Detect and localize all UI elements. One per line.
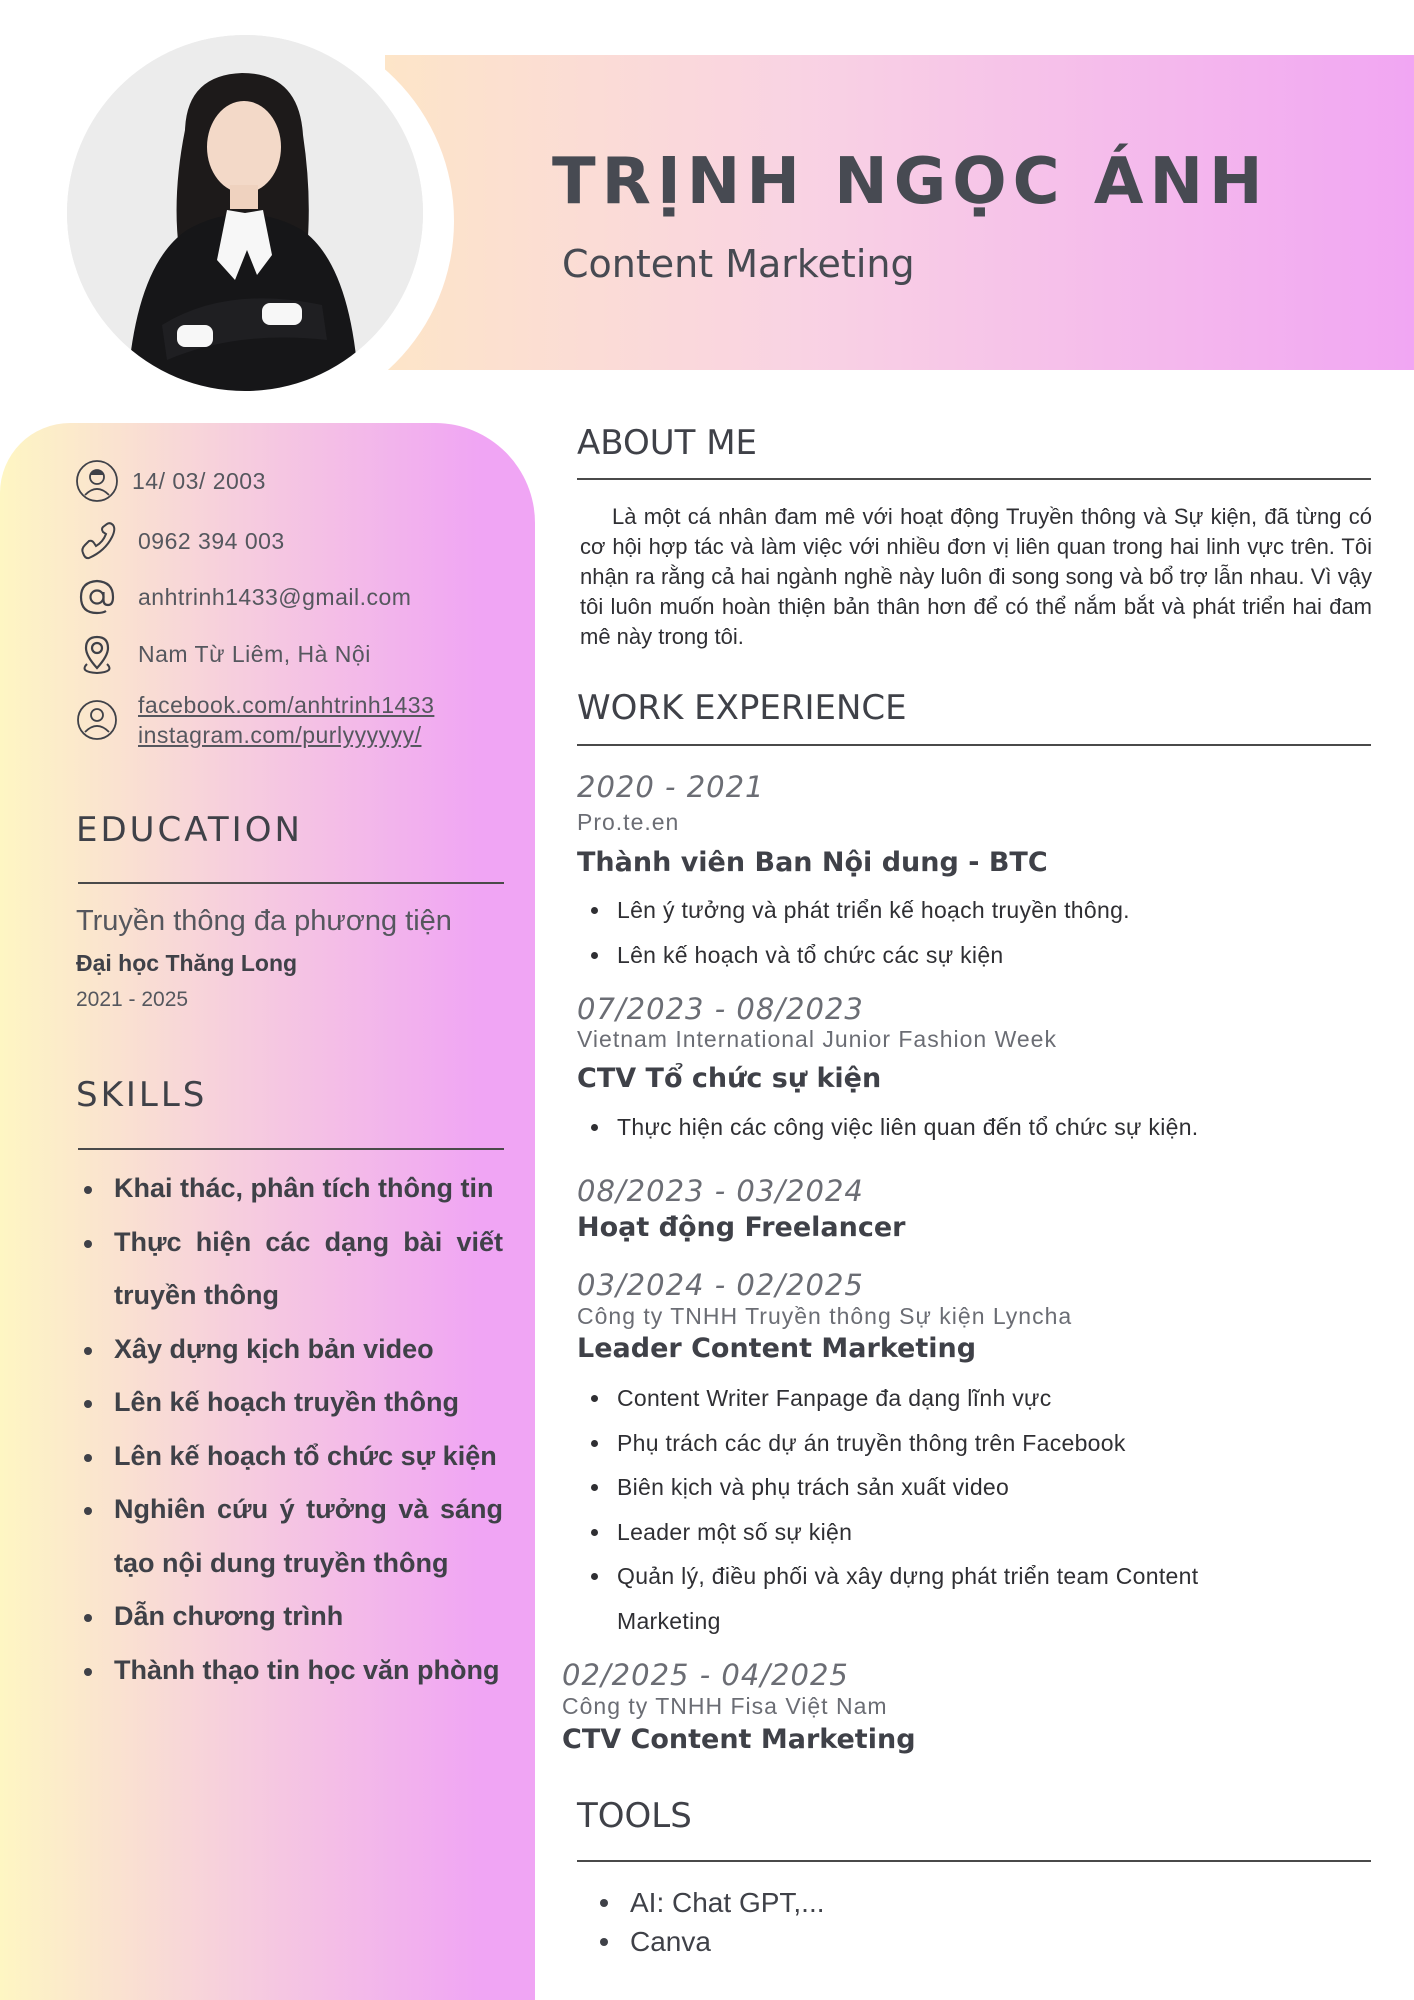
- job-period: 2020 - 2021: [577, 770, 765, 804]
- job-bullet: Content Writer Fanpage đa dạng lĩnh vực: [577, 1376, 1198, 1421]
- tools-list: [598, 1883, 825, 1961]
- location-pin-icon: [74, 631, 120, 677]
- about-heading: ABOUT ME: [577, 423, 758, 463]
- email-text: anhtrinh1433@gmail.com: [138, 583, 412, 610]
- experience-divider: [577, 744, 1371, 746]
- tools-heading: TOOLS: [577, 1796, 692, 1836]
- candidate-role: Content Marketing: [562, 242, 915, 286]
- job-org: Pro.te.en: [577, 809, 680, 835]
- job-period: 02/2025 - 04/2025: [562, 1658, 849, 1692]
- job-bullet: Phụ trách các dự án truyền thông trên Facebook: [577, 1421, 1198, 1466]
- job-bullet: Biên kịch và phụ trách sản xuất video: [577, 1465, 1198, 1510]
- at-sign-icon: [74, 574, 120, 620]
- job-bullet: Lên kế hoạch và tổ chức các sự kiện: [577, 933, 1130, 978]
- job-position: Thành viên Ban Nội dung - BTC: [577, 847, 1048, 878]
- education-divider: [78, 882, 504, 884]
- education-heading: EDUCATION: [76, 810, 303, 850]
- job-org: Công ty TNHH Truyền thông Sự kiện Lyncha: [577, 1303, 1073, 1329]
- job-position: CTV Content Marketing: [562, 1724, 916, 1755]
- skill-item: Thực hiện các dạng bài viết truyền thông: [78, 1216, 503, 1323]
- contact-social: [74, 690, 434, 750]
- job-bullets: [577, 888, 1130, 977]
- tool-item: Canva: [598, 1922, 825, 1961]
- skills-divider: [78, 1148, 504, 1150]
- job-org: Công ty TNHH Fisa Việt Nam: [562, 1693, 888, 1719]
- skill-item: Nghiên cứu ý tưởng và sáng tạo nội dung truyền thông: [78, 1483, 503, 1590]
- skill-item: Khai thác, phân tích thông tin: [78, 1162, 503, 1216]
- skill-item: Dẫn chương trình: [78, 1590, 503, 1644]
- job-bullets: [577, 1376, 1198, 1643]
- job-period: 03/2024 - 02/2025: [577, 1268, 864, 1302]
- education-years: 2021 - 2025: [76, 988, 189, 1011]
- phone-icon: [74, 518, 120, 564]
- contact-phone: [74, 518, 285, 564]
- profile-photo: [67, 35, 423, 391]
- job-org: Vietnam International Junior Fashion Week: [577, 1026, 1057, 1052]
- job-position: CTV Tổ chức sự kiện: [577, 1063, 882, 1094]
- birthday-text: 14/ 03/ 2003: [132, 467, 266, 494]
- experience-heading: WORK EXPERIENCE: [577, 688, 907, 728]
- about-divider: [577, 478, 1371, 480]
- facebook-link[interactable]: facebook.com/anhtrinh1433: [138, 692, 435, 718]
- contact-birthday: [74, 458, 266, 504]
- skill-item: Thành thạo tin học văn phòng: [78, 1644, 503, 1698]
- skills-heading: SKILLS: [76, 1075, 208, 1115]
- education-school: Đại học Thăng Long: [76, 950, 298, 976]
- phone-text: 0962 394 003: [138, 527, 285, 554]
- job-bullet: Quản lý, điều phối và xây dựng phát triển team Content: [577, 1554, 1198, 1599]
- job-position: Leader Content Marketing: [577, 1333, 977, 1364]
- about-text: Là một cá nhân đam mê với hoạt động Truyền thông và Sự kiện, đã từng có cơ hội hợp tác và làm việc với nhiều đơn vị liên quan trong hai linh vực trên. Tôi nhận ra rằng cả hai ngành nghề này luôn đi song song và bổ trợ lẫn nhau. Vì vậy tôi luôn muốn hoàn thiện bản thân hơn để có thể nắm bắt và phát triển hai đam mê này trong tôi.: [580, 504, 1372, 649]
- skill-item: Xây dựng kịch bản video: [78, 1323, 503, 1377]
- contact-email: [74, 574, 411, 620]
- skill-item: Lên kế hoạch truyền thông: [78, 1376, 503, 1430]
- skill-item: Lên kế hoạch tổ chức sự kiện: [78, 1430, 503, 1484]
- person-avatar-icon: [74, 458, 120, 504]
- tools-divider: [577, 1860, 1371, 1862]
- user-circle-icon: [74, 697, 120, 743]
- job-period: 07/2023 - 08/2023: [577, 992, 864, 1026]
- candidate-name: TRỊNH NGỌC ÁNH: [552, 145, 1269, 219]
- tool-item: AI: Chat GPT,...: [598, 1883, 825, 1922]
- job-position: Hoạt động Freelancer: [577, 1212, 906, 1243]
- skills-list: [78, 1162, 503, 1697]
- job-bullet: Lên ý tưởng và phát triển kế hoạch truyền thông.: [577, 888, 1130, 933]
- instagram-link[interactable]: instagram.com/purlyyyyyy/: [138, 722, 422, 748]
- job-bullets: [577, 1105, 1198, 1150]
- contact-address: [74, 631, 371, 677]
- job-bullet: Thực hiện các công việc liên quan đến tổ chức sự kiện.: [577, 1105, 1198, 1150]
- education-major: Truyền thông đa phương tiện: [76, 905, 452, 937]
- address-text: Nam Từ Liêm, Hà Nội: [138, 640, 371, 667]
- job-bullet-continuation: Marketing: [617, 1607, 721, 1634]
- job-bullet: Leader một số sự kiện: [577, 1510, 1198, 1555]
- job-period: 08/2023 - 03/2024: [577, 1174, 864, 1208]
